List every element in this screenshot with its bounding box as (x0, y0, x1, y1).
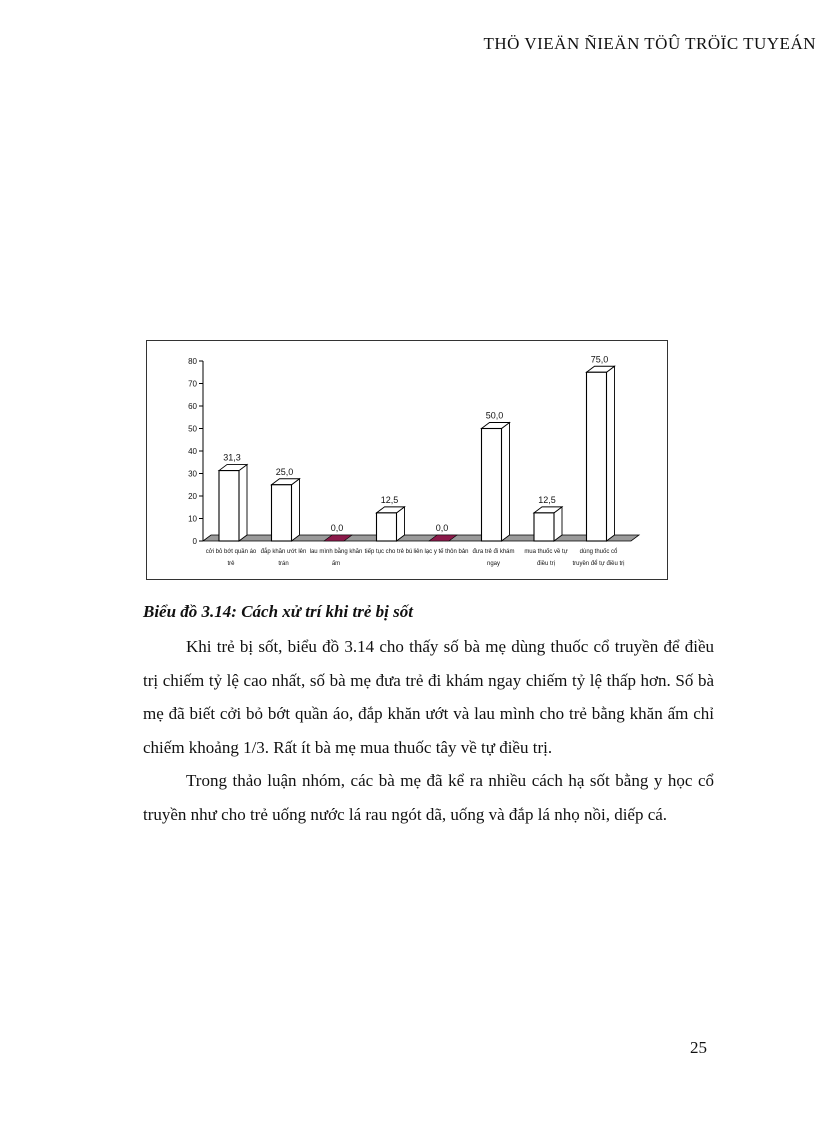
data-label: 0,0 (330, 523, 344, 533)
bar (587, 372, 607, 541)
category-label: điều trị (536, 561, 556, 567)
bar (482, 429, 502, 542)
bar-side (239, 465, 247, 541)
bar-side (502, 423, 510, 542)
y-tick-label: 0 (192, 537, 197, 546)
page-number: 25 (690, 1038, 707, 1057)
category-label: liên lạc y tế thôn bản (413, 549, 469, 555)
data-label: 0,0 (435, 523, 449, 533)
bar (377, 513, 397, 541)
data-label: 12,5 (380, 494, 399, 505)
category-label: truyền để tự điều trị (572, 561, 625, 567)
paragraph-1: Khi trẻ bị sốt, biểu đồ 3.14 cho thấy số bà mẹ dùng thuốc cổ truyền để điều trị chiếm tỷ lệ cao nhất, số bà mẹ đưa trẻ đi khám ngay chiếm tỷ lệ thấp hơn. Số bà mẹ đã biết cởi bỏ bớt quần áo, đắp khăn ướt và lau mình cho trẻ bằng khăn ấm chỉ chiếm khoảng 1/3. Rất ít bà mẹ mua thuốc tây về tự điều trị. (143, 637, 714, 757)
data-label: 31,3 (223, 452, 241, 463)
y-tick-label: 40 (188, 447, 197, 456)
page-header: THÖ VIEÄN ÑIEÄN TÖÛ TRÖÏC TUYEÁN (483, 34, 816, 53)
category-label: trẻ (227, 561, 235, 567)
y-tick-label: 10 (188, 514, 197, 524)
body-text (143, 630, 714, 831)
chart-caption: Biểu đồ 3.14: Cách xử trí khi trẻ bị sốt (143, 602, 413, 621)
category-label: lau mình bằng khăn (309, 549, 363, 555)
y-tick-label: 20 (188, 492, 197, 501)
category-label: dùng thuốc cổ (579, 549, 618, 555)
data-label: 75,0 (590, 354, 609, 365)
bar-side (607, 366, 615, 541)
data-label: 12,5 (538, 494, 556, 505)
data-label: 25,0 (275, 466, 294, 477)
bar-side (292, 479, 300, 541)
category-label: ngay (486, 561, 501, 567)
y-tick-label: 30 (188, 469, 197, 479)
category-label: đắp khăn ướt lên (260, 549, 307, 555)
bar (219, 471, 239, 541)
y-tick-label: 80 (188, 357, 197, 366)
category-label: ấm (331, 561, 341, 567)
chart-floor (203, 535, 639, 541)
bar-chart (147, 341, 669, 581)
category-label: cởi bỏ bớt quần áo (205, 549, 257, 555)
bar-chart-frame (146, 340, 668, 580)
bar (534, 513, 554, 541)
y-tick-label: 50 (188, 424, 197, 434)
y-tick-label: 60 (188, 402, 197, 411)
category-label: đưa trẻ đi khám (472, 549, 515, 555)
y-tick-label: 70 (188, 379, 197, 389)
bar (272, 485, 292, 541)
category-label: tiếp tục cho trẻ bú (364, 549, 413, 555)
category-label: mua thuốc về tự (524, 549, 568, 555)
category-label: trán (278, 561, 289, 567)
paragraph-2: Trong thảo luận nhóm, các bà mẹ đã kể ra nhiều cách hạ sốt bằng y học cổ truyền như cho trẻ uống nước lá rau ngót dã, uống và đắp lá nhọ nồi, diếp cá. (143, 771, 714, 824)
data-label: 50,0 (485, 410, 504, 421)
